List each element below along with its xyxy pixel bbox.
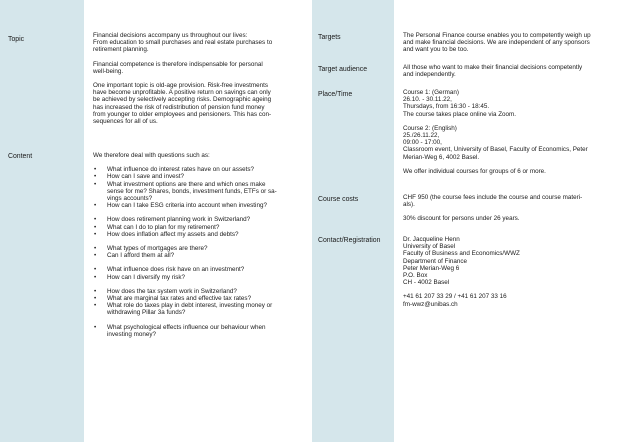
question-item: • What influence does risk have on an investment? (93, 266, 298, 273)
targets-text: The Personal Finance course enables you to competently weigh up and make financial decisions. We are independent of any sponsors and want you to be too. (403, 32, 591, 54)
topic-paragraph-2: Financial competence is therefore indispensable for personal well-being. (93, 60, 263, 75)
question-item: • How can I save and invest? (93, 173, 298, 180)
contact-registration-label: Contact/Registration (318, 237, 381, 244)
topic-label: Topic (8, 36, 25, 43)
question-item: • What psychological effects influence our behaviour when investing money? (93, 324, 298, 338)
question-item: • What influence do interest rates have on our assets? (93, 166, 298, 173)
course-costs-text: CHF 950 (the course fees include the course and course materi- als). 30% discount for persons under 26 years. (403, 194, 615, 223)
question-item: • What are marginal tax rates and effective tax rates? (93, 295, 298, 302)
content-label: Content (8, 153, 33, 160)
question-list (93, 166, 298, 338)
target-audience-label: Target audience (318, 66, 368, 73)
course-costs-label: Course costs (318, 196, 359, 203)
question-item: • How does the tax system work in Switzerland? (93, 288, 298, 295)
place-time-label: Place/Time (318, 91, 353, 98)
contact-text (403, 236, 615, 308)
left-label-band (0, 0, 84, 442)
question-item: • What role do taxes play in debt interest, investing money or withdrawing Pillar 3a funds? (93, 302, 298, 316)
topic-paragraph-3: One important topic is old-age provision. Risk-free investments have become unprofitable. A positive return on savings can only be achieved by selectively accepting risks. Demographic ageing has increased the risk of redistribution of pension fund money from younger to older employees and pensioners. This has con- sequences for all of us. (93, 82, 272, 126)
course-2-details: Course 2: (English) 25./26.11.22, 09:00 - 17:00, Classroom event, University of Basel, Faculty of Economics, Peter Merian-Weg 6, 4002 Basel. (403, 124, 588, 161)
question-item: • What investment options are there and which ones make sense for me? Shares, bonds, investment funds, ETFs or sa- vings accounts? (93, 181, 298, 203)
group-courses-note: We offer individual courses for groups of 6 or more. (403, 167, 546, 175)
question-item: • What can I do to plan for my retirement? (93, 224, 298, 231)
target-audience-text: All those who want to make their financial decisions competently and independently. (403, 64, 583, 79)
question-item: • What types of mortgages are there? (93, 245, 298, 252)
content-text (93, 152, 298, 338)
question-item: • How can I diversify my risk? (93, 274, 298, 281)
phone-numbers: +41 61 207 33 29 / +41 61 207 33 16 (403, 293, 507, 301)
question-item: • How does inflation affect my assets and debts? (93, 231, 298, 238)
course-1-details: Course 1: (German) 26.10. - 30.11.22, Thursdays, from 16:30 - 18:45. The course takes place online via Zoom. (403, 89, 517, 118)
discount-note: 30% discount for persons under 26 years. (403, 215, 520, 223)
question-item: • How does retirement planning work in Switzerland? (93, 216, 298, 223)
question-item: • Can I afford them at all? (93, 252, 298, 259)
contact-address: Dr. Jacqueline Henn University of Basel Faculty of Business and Economics/WWZ Department of Finance Peter Merian-Weg 6 P.O. Box CH - 4002 Basel (403, 236, 520, 287)
topic-paragraph-1: Financial decisions accompany us throughout our lives: From education to small purchases and real estate purchases to retirement planning. (93, 32, 273, 54)
topic-text (93, 32, 298, 125)
targets-label: Targets (318, 34, 341, 41)
content-intro: We therefore deal with questions such as: (93, 152, 210, 159)
question-item: • How can I take ESG criteria into account when investing? (93, 202, 298, 209)
email-link[interactable]: fm-wwz@unibas.ch (403, 300, 458, 308)
place-time-text (403, 89, 615, 175)
